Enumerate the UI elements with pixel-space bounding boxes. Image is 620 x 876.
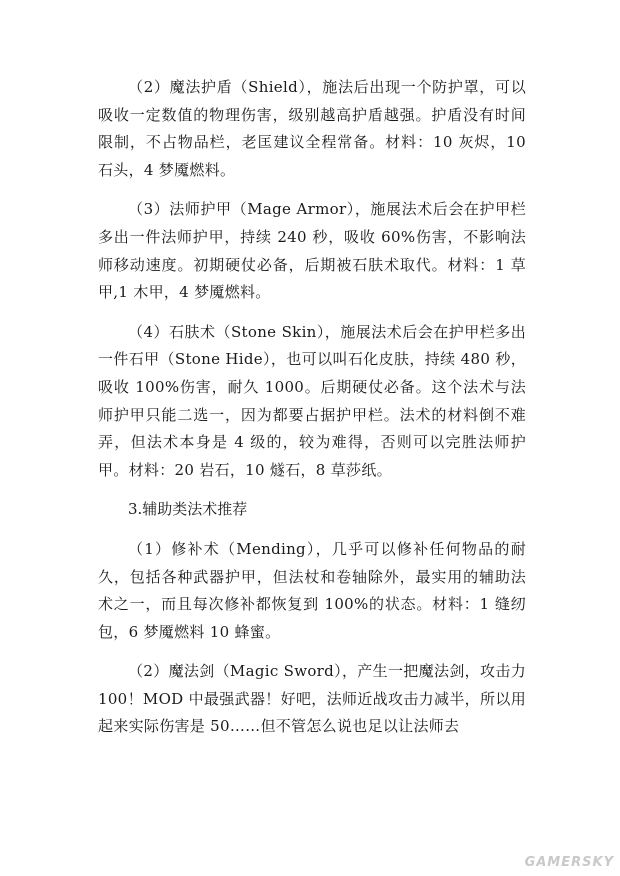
paragraph-mending: （1）修补术（Mending），几乎可以修补任何物品的耐久，包括各种武器护甲，但法杖和卷轴除外，最实用的辅助法术之一，而且每次修补都恢复到 100%的状态。材料：1 缝纫包，6 梦魇燃料 10 蜂蜜。 bbox=[98, 539, 526, 641]
paragraph-stone-skin: （4）石肤术（Stone Skin），施展法术后会在护甲栏多出一件石甲（Stone Hide），也可以叫石化皮肤，持续 480 秒，吸收 100%伤害，耐久 1000。后期硬仗必备。这个法术与法师护甲只能二选一，因为都要占据护甲栏。法术的材料倒不难弄，但法术本身是 4 级的，较为难得，否则可以完胜法师护甲。材料：20 岩石，10 燧石，8 草莎纸。 bbox=[98, 322, 526, 479]
paragraph-shield: （2）魔法护盾（Shield），施法后出现一个防护罩，可以吸收一定数值的物理伤害，级别越高护盾越强。护盾没有时间限制，不占物品栏，老匡建议全程常备。材料：10 灰烬，10 石头，4 梦魇燃料。 bbox=[98, 78, 526, 179]
section-heading: 3.辅助类法术推荐 bbox=[128, 500, 248, 519]
watermark-logo: GAMERSKY bbox=[524, 855, 614, 870]
paragraph-magic-sword: （2）魔法剑（Magic Sword），产生一把魔法剑，攻击力 100！MOD 中最强武器！好吧，法师近战攻击力减半，所以用起来实际伤害是 50……但不管怎么说也足以让法师去 bbox=[98, 662, 526, 736]
document-body bbox=[98, 74, 526, 753]
paragraph-mage-armor: （3）法师护甲（Mage Armor），施展法术后会在护甲栏多出一件法师护甲，持续 240 秒，吸收 60%伤害，不影响法师移动速度。初期硬仗必备，后期被石肤术取代。材料：1 草甲,1 木甲，4 梦魇燃料。 bbox=[98, 200, 526, 302]
